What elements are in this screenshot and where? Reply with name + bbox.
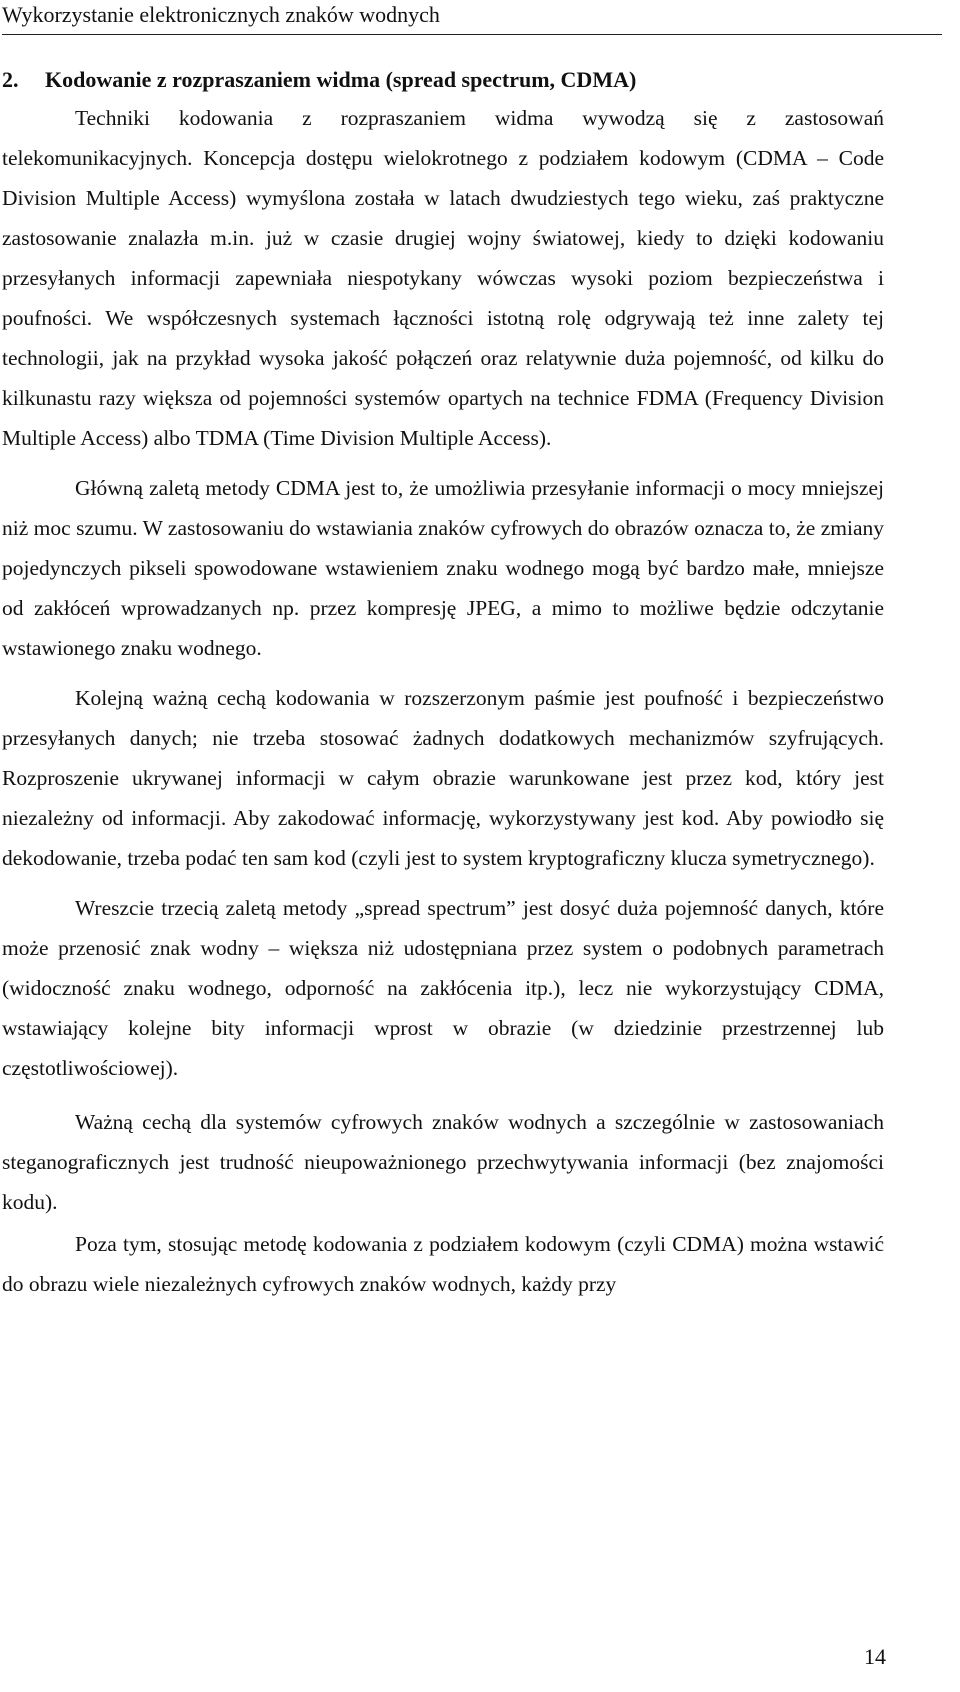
paragraph-interception: Ważną cechą dla systemów cyfrowych znaków wodnych a szczególnie w zastosowaniach steganograficznych jest trudność nieupoważnionego przechwytywania informacji (bez znajomości kodu).: [2, 1110, 884, 1214]
body-text: [2, 98, 884, 1304]
paragraph-cdma-origins: Techniki kodowania z rozpraszaniem widma wywodzą się z zastosowań telekomunikacyjnych. Koncepcja dostępu wielokrotnego z podziałem kodowym (CDMA – Code Division Multiple Access) wymyślona została w latach dwudziestych tego wieku, zaś praktyczne zastosowanie znalazła m.in. już w czasie drugiej wojny światowej, kiedy to dzięki kodowaniu przesyłanych informacji zapewniała niespotykany wówczas wysoki poziom bezpieczeństwa i poufności. We współczesnych systemach łączności istotną rolę odgrywają też inne zalety tej technologii, jak na przykład wysoka jakość połączeń oraz relatywnie duża pojemność, od kilku do kilkunastu razy większa od pojemności systemów opartych na technice FDMA (Frequency Division Multiple Access) albo TDMA (Time Division Multiple Access).: [2, 106, 884, 450]
running-header: [2, 0, 942, 35]
paragraph-capacity: Wreszcie trzecią zaletą metody „spread spectrum” jest dosyć duża pojemność danych, które może przenosić znak wodny – większa niż udostępniana przez system o podobnych parametrach (widoczność znaku wodnego, odporność na zakłócenia itp.), lecz nie wykorzystujący CDMA, wstawiający kolejne bity informacji wprost w obrazie (w dziedzinie przestrzennej lub częstotliwościowej).: [2, 896, 884, 1080]
page-number: 14: [864, 1644, 886, 1669]
section-title: Kodowanie z rozpraszaniem widma (spread spectrum, CDMA): [45, 67, 637, 92]
paragraph-security: Kolejną ważną cechą kodowania w rozszerzonym paśmie jest poufność i bezpieczeństwo przesyłanych danych; nie trzeba stosować żadnych dodatkowych mechanizmów szyfrujących. Rozproszenie ukrywanej informacji w całym obrazie warunkowane jest przez kod, który jest niezależny od informacji. Aby zakodować informację, wykorzystywany jest kod. Aby powiodło się dekodowanie, trzeba podać ten sam kod (czyli jest to system kryptograficzny klucza symetrycznego).: [2, 686, 884, 870]
section-number: 2.: [2, 67, 19, 92]
paragraph-multiple-watermarks: Poza tym, stosując metodę kodowania z podziałem kodowym (czyli CDMA) można wstawić do obrazu wiele niezależnych cyfrowych znaków wodnych, każdy przy: [2, 1232, 884, 1296]
section-heading: [2, 65, 636, 95]
running-title: Wykorzystanie elektronicznych znaków wodnych: [2, 2, 440, 27]
paragraph-main-advantage: Główną zaletą metody CDMA jest to, że umożliwia przesyłanie informacji o mocy mniejszej niż moc szumu. W zastosowaniu do wstawiania znaków cyfrowych do obrazów oznacza to, że zmiany pojedynczych pikseli spowodowane wstawieniem znaku wodnego mogą być bardzo małe, mniejsze od zakłóceń wprowadzanych np. przez kompresję JPEG, a mimo to możliwe będzie odczytanie wstawionego znaku wodnego.: [2, 476, 884, 660]
